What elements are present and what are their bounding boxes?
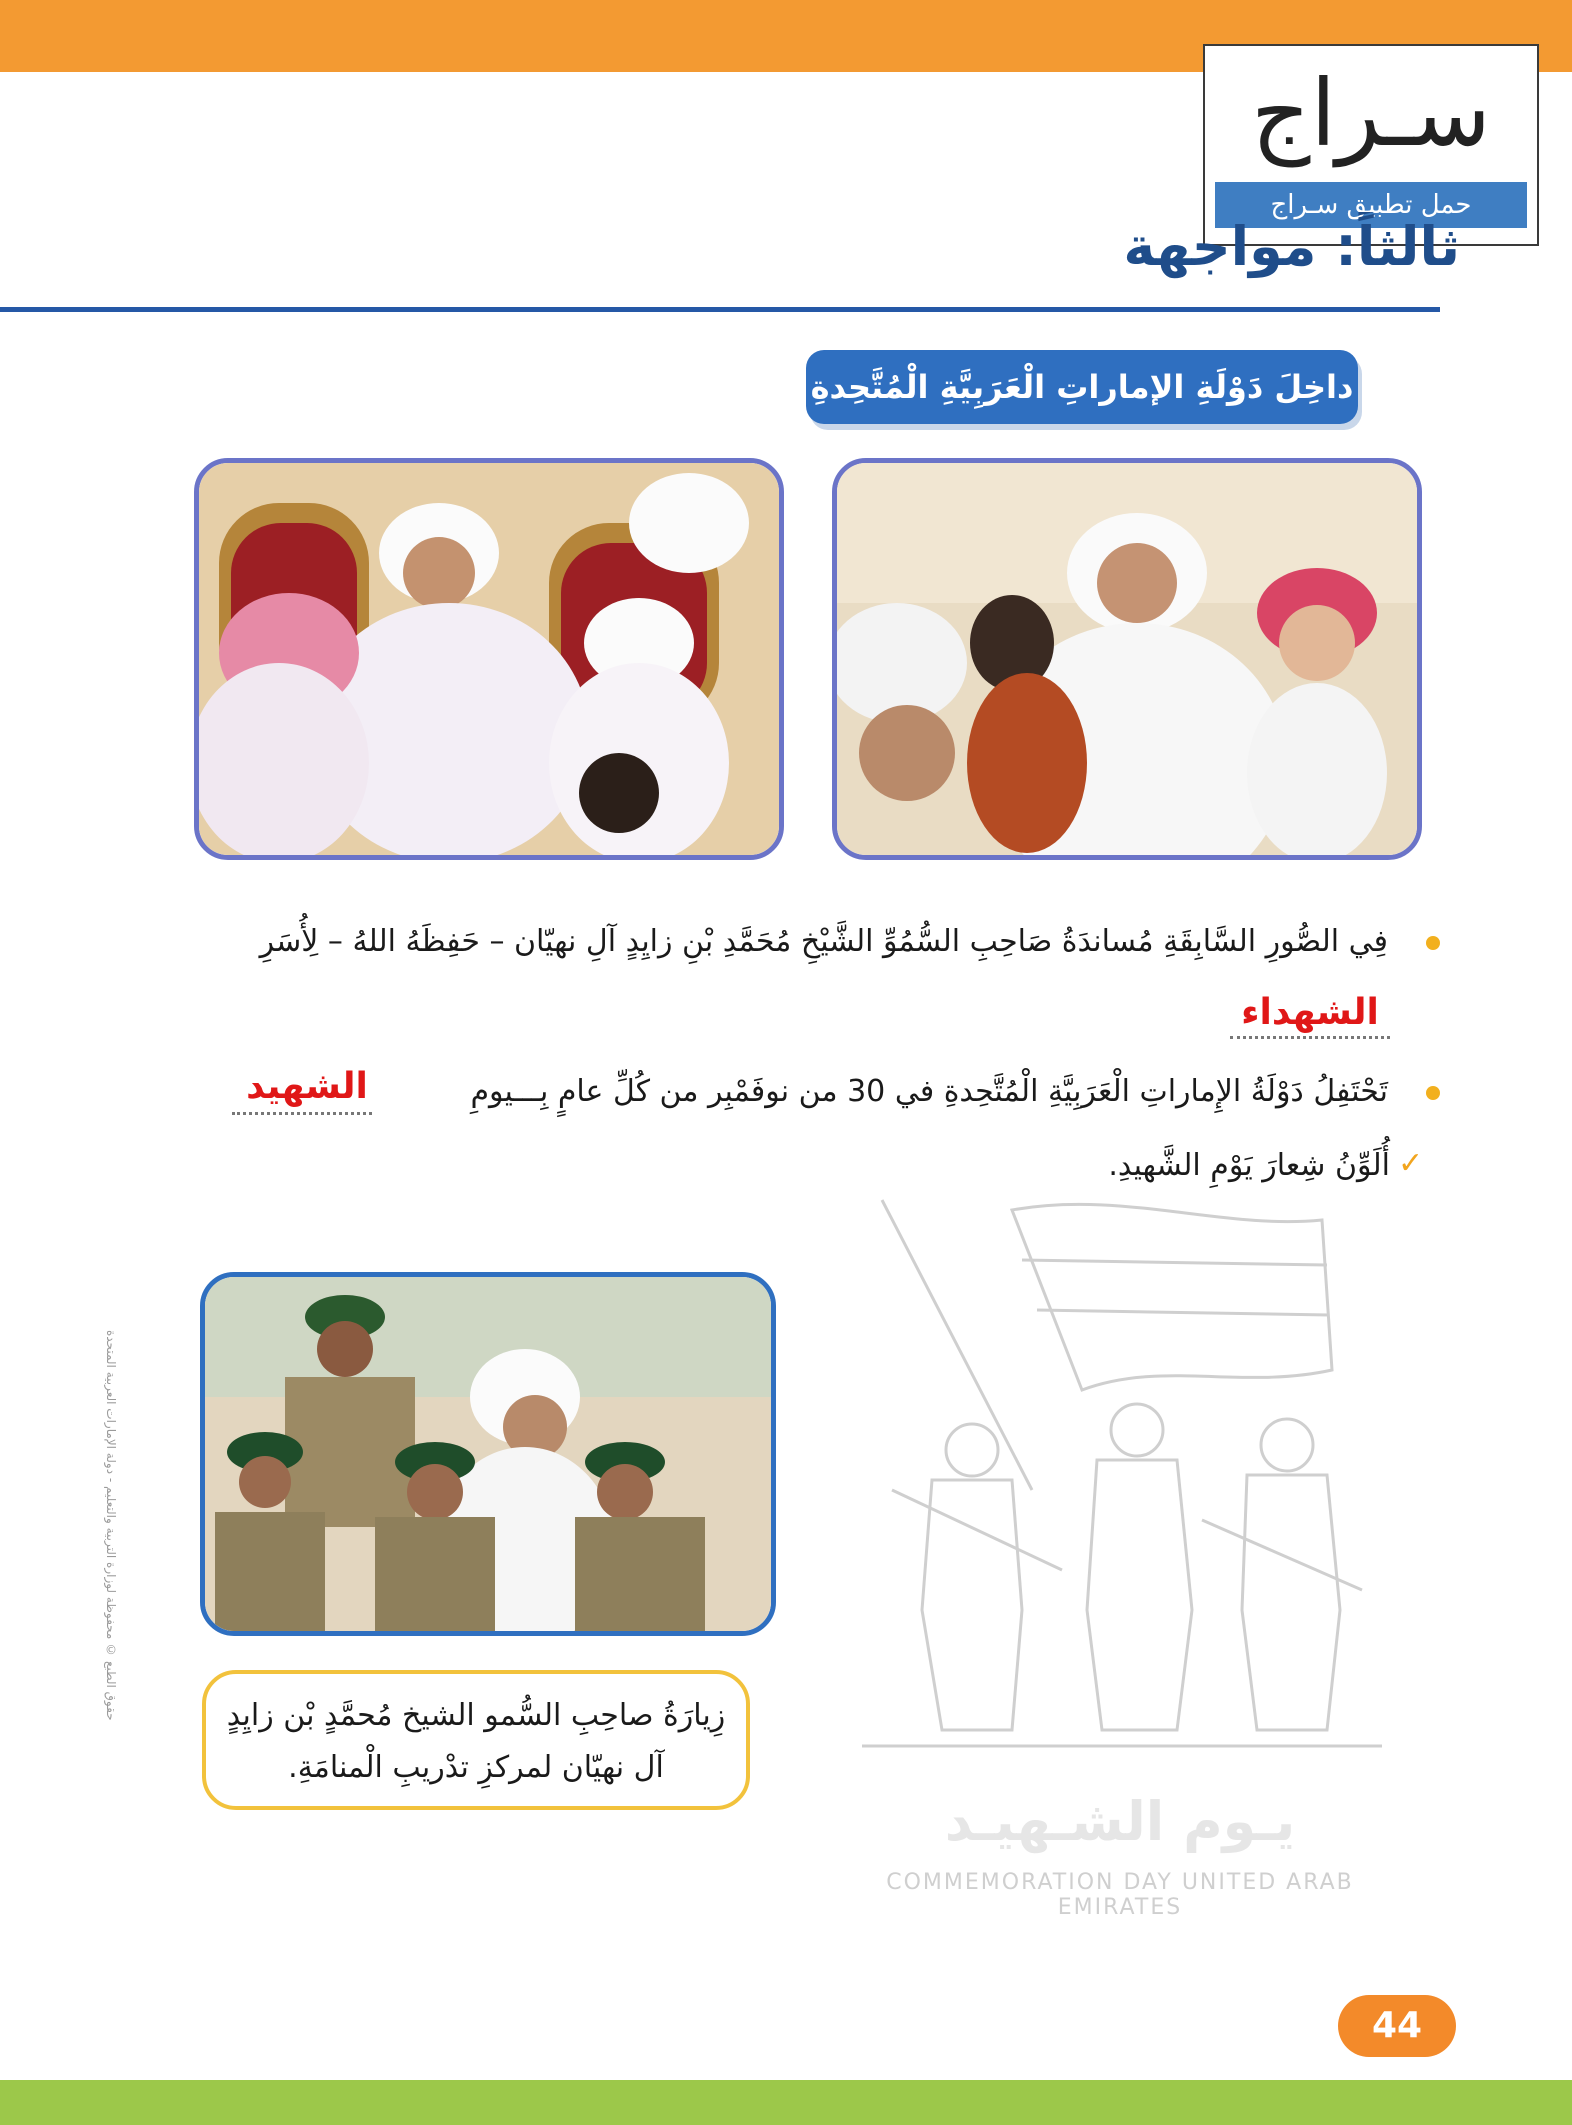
answer-blank-1[interactable]: الشهداء bbox=[1230, 990, 1390, 1039]
logo-word: سـراج bbox=[1251, 60, 1491, 167]
caption-line-2: آل نهيّان لمركزِ تدْريبِ الْمنامَةِ. bbox=[288, 1750, 664, 1785]
sketch-image bbox=[862, 1190, 1382, 1750]
bullet bbox=[1426, 936, 1440, 950]
photo-training-center-visit bbox=[200, 1272, 776, 1636]
paragraph-coloring-task: أُلَوِّنُ شِعارَ يَوْمِ الشَّهيدِ. bbox=[1108, 1148, 1390, 1183]
martyr-day-sketch bbox=[862, 1190, 1382, 1750]
copyright-text: حقوق الطبع © محفوظة لوزارة التربية والتعليم - دولة الإمارات العربية المتحدة bbox=[104, 1330, 118, 1721]
context-pill: داخِلَ دَوْلَةِ الإماراتِ الْعَرَبِيَّةِ الْمُتَّحِدةِ bbox=[806, 350, 1358, 424]
check-icon: ✓ bbox=[1398, 1146, 1424, 1181]
photo-sheikh-with-children bbox=[832, 458, 1422, 860]
bullet bbox=[1426, 1086, 1440, 1100]
photo-image bbox=[205, 1277, 771, 1631]
paragraph-support: فِي الصُّورِ السَّابِقَةِ مُساندَةُ صَاحِبِ السُّمُوِّ الشَّيْخِ مُحَمَّدِ بْنِ زايِدٍ آلِ نهيّان – حَفِظَهُ اللهُ – لِأُسَرِ bbox=[259, 924, 1388, 959]
photo-sheikh-majlis bbox=[194, 458, 784, 860]
sketch-title-english: COMMEMORATION DAY UNITED ARAB EMIRATES bbox=[886, 1870, 1354, 1920]
section-divider bbox=[0, 307, 1440, 312]
sketch-title-arabic: يـوم الشـهيـد bbox=[944, 1790, 1296, 1853]
photo-image bbox=[837, 463, 1417, 855]
page-number: 44 bbox=[1338, 1995, 1456, 2057]
caption-line-1: زِيارَةُ صاحِبِ السُّمو الشيخ مُحمَّدٍ بْن زايِدٍ bbox=[226, 1698, 726, 1733]
photo-image bbox=[199, 463, 779, 855]
section-title: ثالثاً: مواجهة bbox=[1123, 215, 1460, 278]
photo-caption bbox=[202, 1670, 750, 1810]
answer-dots-2 bbox=[232, 1112, 372, 1115]
copyright-note bbox=[104, 1330, 138, 1830]
answer-blank-2[interactable]: الشهيد bbox=[246, 1066, 368, 1107]
bottom-banner bbox=[0, 2080, 1572, 2125]
paragraph-celebration: تَحْتَفِلُ دَوْلَةُ الإِماراتِ الْعَرَبِيَّةِ الْمُتَّحِدةِ في 30 من نوفَمْبِر من كُلِّ عامٍ بِـــيومِ bbox=[470, 1074, 1388, 1109]
logo-strip: حمل تطبيق سـراج bbox=[1215, 182, 1527, 228]
